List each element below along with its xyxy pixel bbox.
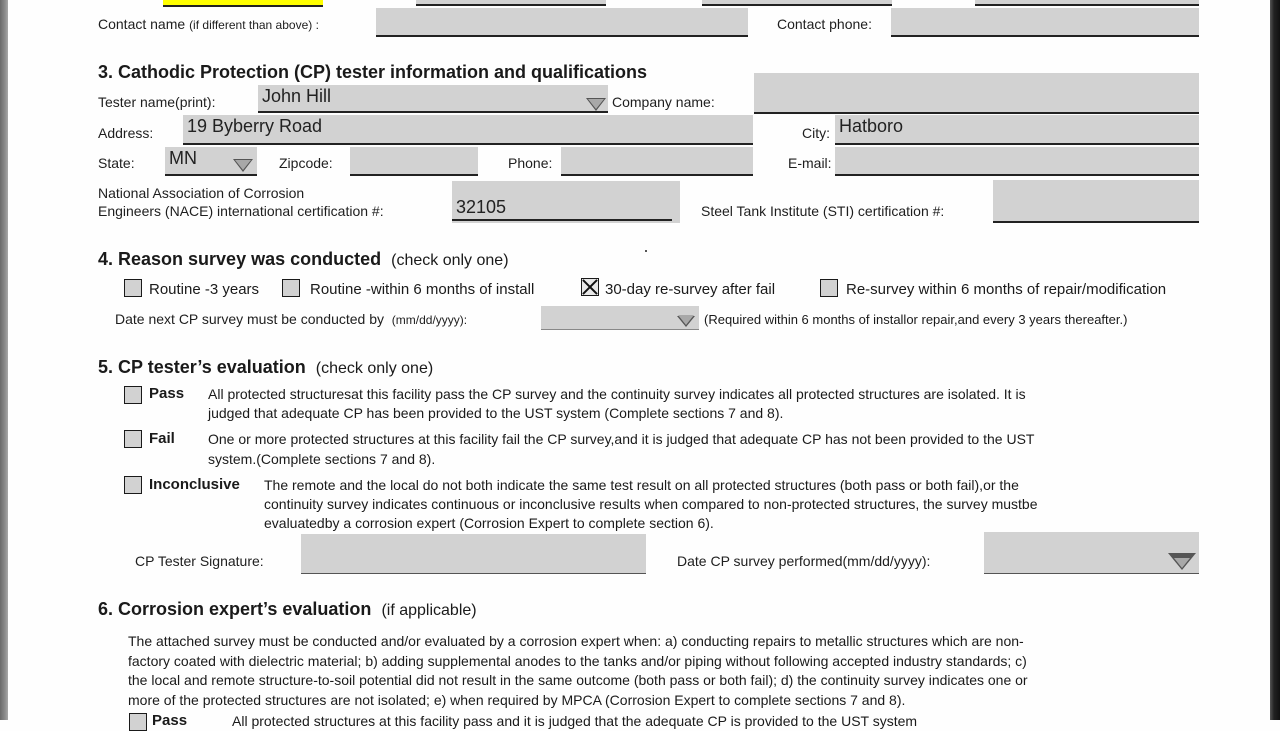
city-value: Hatboro bbox=[839, 116, 904, 136]
contact-name-label-text: Contact name bbox=[98, 16, 186, 32]
address-label: Address: bbox=[98, 125, 154, 141]
contact-phone-field[interactable] bbox=[891, 8, 1199, 37]
email-field[interactable] bbox=[835, 147, 1199, 176]
window-right-border bbox=[1270, 0, 1280, 720]
fail-label: Fail bbox=[149, 430, 175, 447]
resurvey-30-day-label: 30-day re-survey after fail bbox=[605, 281, 776, 298]
expert-pass-label: Pass bbox=[152, 712, 188, 729]
section-5-title bbox=[98, 357, 433, 378]
section-6-para-line3: the local and remote structure-to-soil potential did not result in the same outcome (both pass or both fail); d) the continuity survey indicates one or bbox=[128, 672, 1028, 688]
inconclusive-description-line2: continuity survey indicates continuous or inconclusive results when compared to non-protected structures, the survey mustbe bbox=[264, 496, 1038, 512]
routine-3-years-checkbox[interactable] bbox=[124, 279, 142, 297]
section-4-subtitle: (check only one) bbox=[391, 252, 509, 269]
next-date-dropdown[interactable] bbox=[541, 306, 699, 330]
signature-field[interactable] bbox=[301, 534, 646, 574]
highlighted-field-partial[interactable] bbox=[163, 0, 323, 7]
date-performed-label: Date CP survey performed(mm/dd/yyyy): bbox=[677, 553, 931, 569]
window-left-border bbox=[0, 0, 8, 720]
pass-description-line2: judged that adequate CP has been provided to the UST system (Complete sections 7 and 8). bbox=[208, 405, 784, 421]
expert-pass-description: All protected structures at this facility pass and it is judged that the adequate CP is provided to the UST system bbox=[232, 713, 918, 729]
address-value: 19 Byberry Road bbox=[187, 116, 323, 136]
chevron-down-icon[interactable] bbox=[677, 316, 695, 327]
partial-field-3[interactable] bbox=[975, 0, 1199, 6]
section-5-title-text: 5. CP tester’s evaluation bbox=[98, 357, 306, 377]
zipcode-field[interactable] bbox=[350, 147, 478, 176]
routine-3-years-label: Routine -3 years bbox=[149, 281, 260, 298]
pass-checkbox[interactable] bbox=[124, 386, 142, 404]
fail-checkbox[interactable] bbox=[124, 430, 142, 448]
email-label: E-mail: bbox=[788, 155, 832, 171]
resurvey-30-day-checkbox[interactable] bbox=[581, 278, 599, 296]
next-date-hint: (mm/dd/yyyy): bbox=[391, 313, 468, 327]
contact-name-label bbox=[98, 16, 319, 32]
section-6-title bbox=[98, 599, 477, 620]
section-6-para-line2: factory coated with dielectric material; b) adding supplemental anodes to the tanks and/or piping without following accepted industry standards; c) bbox=[128, 653, 1027, 669]
state-label: State: bbox=[98, 155, 135, 171]
city-label: City: bbox=[802, 125, 830, 141]
routine-6-months-label: Routine -within 6 months of install bbox=[310, 281, 535, 298]
contact-name-field[interactable] bbox=[376, 8, 748, 37]
tester-name-label: Tester name(print): bbox=[98, 94, 216, 110]
nace-field[interactable] bbox=[452, 181, 680, 223]
section-3-title: 3. Cathodic Protection (CP) tester information and qualifications bbox=[98, 62, 648, 82]
nace-label-line2: Engineers (NACE) international certification #: bbox=[98, 203, 384, 219]
state-dropdown[interactable] bbox=[165, 147, 257, 176]
sti-field[interactable] bbox=[993, 180, 1199, 223]
zipcode-label: Zipcode: bbox=[279, 155, 333, 171]
inconclusive-description-line1: The remote and the local do not both indicate the same test result on all protected structures (both pass or both fail),or the bbox=[264, 477, 1019, 493]
phone-field[interactable] bbox=[561, 147, 753, 176]
stray-dot bbox=[645, 250, 647, 252]
field-underline bbox=[452, 219, 672, 221]
company-name-label: Company name: bbox=[612, 94, 715, 110]
nace-value: 32105 bbox=[456, 197, 507, 217]
company-name-field[interactable] bbox=[754, 73, 1199, 114]
fail-description-line1: One or more protected structures at this facility fail the CP survey,and it is judged that adequate CP has not been provided to the UST bbox=[208, 431, 1035, 447]
inconclusive-label: Inconclusive bbox=[149, 476, 240, 493]
date-performed-dropdown[interactable] bbox=[984, 532, 1199, 574]
contact-phone-label: Contact phone: bbox=[777, 16, 872, 32]
routine-6-months-checkbox[interactable] bbox=[282, 279, 300, 297]
inconclusive-checkbox[interactable] bbox=[124, 476, 142, 494]
nace-label-line1: National Association of Corrosion bbox=[98, 185, 305, 201]
city-field[interactable] bbox=[835, 115, 1199, 145]
next-date-label bbox=[115, 311, 467, 327]
partial-field-2[interactable] bbox=[702, 0, 892, 6]
section-4-title bbox=[98, 249, 509, 270]
expert-pass-checkbox[interactable] bbox=[129, 713, 147, 731]
state-value: MN bbox=[169, 148, 197, 168]
tester-name-value: John Hill bbox=[262, 86, 332, 106]
chevron-down-icon[interactable] bbox=[586, 98, 606, 111]
inconclusive-description-line3: evaluatedby a corrosion expert (Corrosion Expert to complete section 6). bbox=[264, 515, 714, 531]
contact-name-hint: (if different than above) : bbox=[189, 18, 319, 32]
next-date-note: (Required within 6 months of installor repair,and every 3 years thereafter.) bbox=[704, 312, 1128, 327]
section-6-subtitle: (if applicable) bbox=[381, 602, 477, 619]
next-date-label-text: Date next CP survey must be conducted by bbox=[115, 311, 384, 327]
chevron-down-icon[interactable] bbox=[1168, 553, 1196, 570]
section-5-subtitle: (check only one) bbox=[315, 360, 434, 377]
section-6-title-text: 6. Corrosion expert’s evaluation bbox=[98, 599, 372, 619]
section-4-title-text: 4. Reason survey was conducted bbox=[98, 249, 382, 269]
signature-label: CP Tester Signature: bbox=[135, 553, 264, 569]
tester-name-dropdown[interactable] bbox=[258, 85, 608, 113]
pass-label: Pass bbox=[149, 385, 185, 402]
resurvey-repair-checkbox[interactable] bbox=[820, 279, 838, 297]
pass-description-line1: All protected structuresat this facility pass the CP survey and the continuity survey indicates all protected structures are isolated. It is bbox=[208, 386, 1026, 402]
section-6-para-line1: The attached survey must be conducted and/or evaluated by a corrosion expert when: a) conducting repairs to metallic structures which are non- bbox=[128, 633, 1024, 649]
address-field[interactable] bbox=[183, 115, 753, 145]
chevron-down-icon[interactable] bbox=[233, 159, 253, 172]
resurvey-repair-label: Re-survey within 6 months of repair/modification bbox=[846, 281, 1167, 298]
partial-field-1[interactable] bbox=[416, 0, 606, 6]
sti-label: Steel Tank Institute (STI) certification #: bbox=[701, 203, 945, 219]
phone-label: Phone: bbox=[508, 155, 553, 171]
section-6-para-line4: more of the protected structures are not isolated; e) when required by MPCA (Corrosion Expert to complete sections 7 and 8). bbox=[128, 692, 906, 708]
fail-description-line2: system.(Complete sections 7 and 8). bbox=[208, 451, 436, 467]
